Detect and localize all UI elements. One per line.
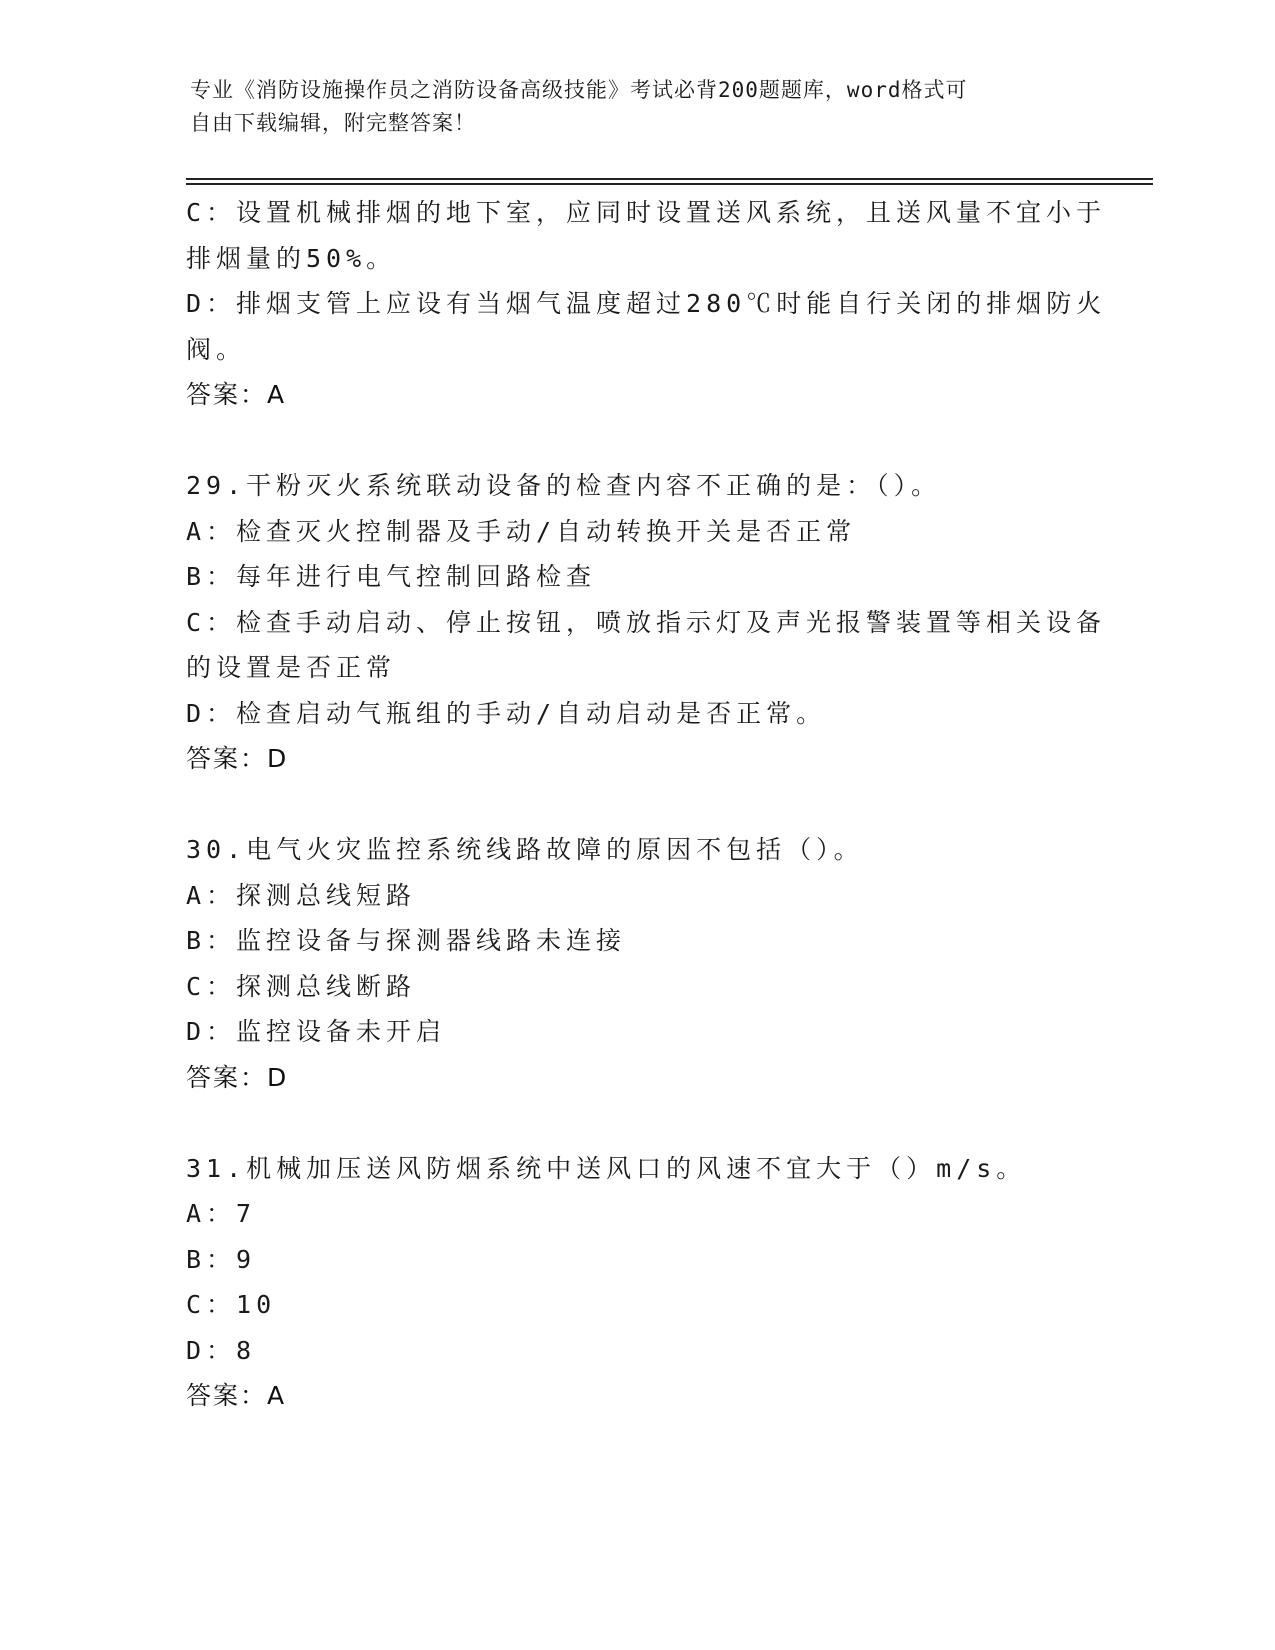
question-31	[186, 1146, 1086, 1419]
option-c: C：探测总线断路	[186, 971, 417, 1001]
header-divider-top	[186, 178, 1153, 180]
previous-question-tail	[186, 190, 1107, 418]
answer: 答案：D	[186, 744, 289, 773]
header-title-line-1: 专业《消防设施操作员之消防设备高级技能》考试必背200题题库，word格式可	[190, 78, 968, 102]
option-c: C：10	[186, 1290, 277, 1319]
option-c-line-1: C：设置机械排烟的地下室，应同时设置送风系统，且送风量不宜小于	[186, 198, 1107, 227]
answer: 答案：A	[186, 1381, 287, 1410]
question-content	[186, 190, 1107, 1419]
spacer	[186, 782, 1086, 828]
option-a: A：探测总线短路	[186, 880, 417, 910]
option-a: A：7	[186, 1199, 257, 1228]
spacer	[186, 418, 1086, 464]
spacer	[186, 1100, 1086, 1146]
option-b: B：9	[186, 1244, 257, 1274]
header-divider-bottom	[186, 183, 1153, 185]
option-d: D：检查启动气瓶组的手动/自动启动是否正常。	[186, 698, 827, 728]
option-d-line-2: 阀。	[186, 334, 247, 364]
document-header	[190, 74, 1070, 140]
header-title-line-2: 自由下载编辑，附完整答案！	[190, 111, 476, 135]
option-a: A：检查灭火控制器及手动/自动转换开关是否正常	[186, 516, 857, 546]
option-b: B：监控设备与探测器线路未连接	[186, 926, 627, 955]
question-29	[186, 463, 1107, 782]
option-b: B：每年进行电气控制回路检查	[186, 562, 597, 591]
answer: 答案：D	[186, 1062, 289, 1092]
option-c-line-1: C：检查手动启动、停止按钮，喷放指示灯及声光报警装置等相关设备	[186, 607, 1107, 637]
question-30	[186, 827, 1086, 1100]
option-d: D：监控设备未开启	[186, 1017, 447, 1046]
question-text: 31.机械加压送风防烟系统中送风口的风速不宜大于（）m/s。	[186, 1153, 1027, 1183]
question-text: 29.干粉灭火系统联动设备的检查内容不正确的是：（）。	[186, 471, 942, 500]
option-c-line-2: 排烟量的50%。	[186, 243, 397, 273]
question-text: 30.电气火灾监控系统线路故障的原因不包括（）。	[186, 835, 864, 864]
option-d-line-1: D：排烟支管上应设有当烟气温度超过280℃时能自行关闭的排烟防火	[186, 289, 1107, 318]
answer: 答案：A	[186, 380, 287, 409]
option-c-line-2: 的设置是否正常	[186, 653, 397, 682]
option-d: D：8	[186, 1335, 257, 1365]
